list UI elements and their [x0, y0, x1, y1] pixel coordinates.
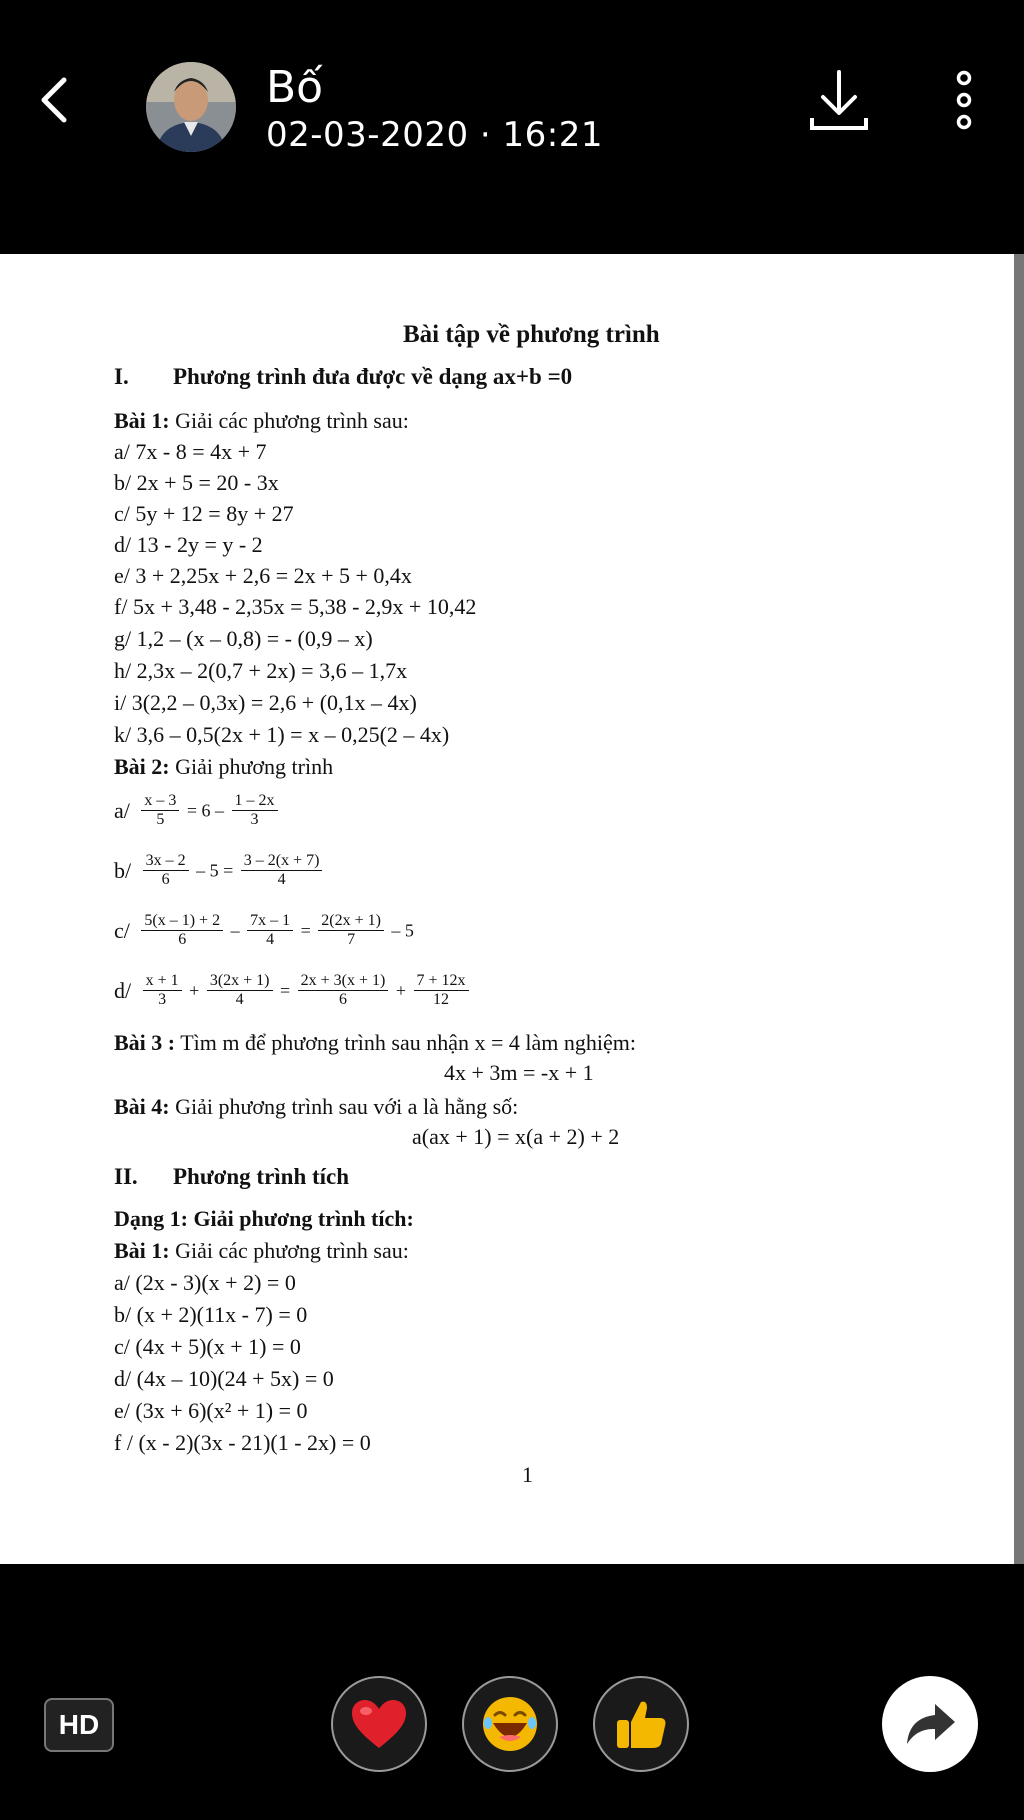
download-icon: [806, 66, 872, 136]
bai1-item: c/ 5y + 12 = 8y + 27: [114, 501, 294, 526]
more-options-button[interactable]: [948, 70, 980, 130]
bai2-text: Giải phương trình: [169, 754, 334, 779]
fraction: $\frac{5(x - 1) + 2}{6}$: [141, 912, 223, 949]
message-datetime: 02-03-2020 · 16:21: [266, 115, 603, 155]
bai1-item: b/ 2x + 5 = 20 - 3x: [114, 470, 279, 495]
p2-item: d/ (4x – 10)(24 + 5x) = 0: [114, 1366, 334, 1391]
bai3-equation: 4x + 3m = -x + 1: [444, 1060, 594, 1085]
bai3-text: Tìm m để phương trình sau nhận x = 4 làm nghiệm:: [175, 1030, 636, 1055]
fraction: $\frac{x + 1}{3}$: [143, 972, 182, 1009]
avatar-photo: [146, 62, 236, 152]
like-reaction-button[interactable]: [593, 1676, 689, 1772]
share-button[interactable]: [882, 1676, 978, 1772]
bai1-item: i/ 3(2,2 – 0,3x) = 2,6 + (0,1x – 4x): [114, 690, 417, 715]
dang1-heading: Dạng 1: Giải phương trình tích:: [114, 1206, 414, 1231]
laughing-face-icon: [479, 1693, 541, 1755]
bai2-equation-c: c/ $\frac{5(x - 1) + 2}{6}$ – $\frac{7x - 1}{4}$ = $\frac{2(2x + 1)}{7}$ – 5: [114, 912, 414, 948]
p2-item: f / (x - 2)(3x - 21)(1 - 2x) = 0: [114, 1430, 371, 1455]
fraction: $\frac{3x - 2}{6}$: [143, 852, 189, 889]
fraction: $\frac{7x - 1}{4}$: [247, 912, 293, 949]
bai1-heading: [114, 408, 409, 434]
p2-bai1-heading: [114, 1238, 409, 1264]
bai4-heading: [114, 1094, 518, 1120]
bai2-equation-a: a/ $\frac{x - 3}{5}$ = 6 – $\frac{1 - 2x}{3}$: [114, 792, 280, 829]
p2-item: a/ (2x - 3)(x + 2) = 0: [114, 1270, 296, 1295]
bai1-item: a/ 7x - 8 = 4x + 7: [114, 439, 267, 464]
fraction: $\frac{3(2x + 1)}{4}$: [207, 972, 273, 1009]
bai1-item: g/ 1,2 – (x – 0,8) = - (0,9 – x): [114, 626, 373, 651]
bai2-equation-b: b/ $\frac{3x - 2}{6}$ – 5 = $\frac{3 - 2(x + 7)}{4}$: [114, 852, 324, 889]
hd-button[interactable]: HD: [44, 1698, 114, 1752]
top-bar: [0, 0, 1024, 254]
fraction: $\frac{7 + 12x}{12}$: [414, 972, 469, 1009]
fraction: $\frac{1 - 2x}{3}$: [232, 792, 278, 829]
p2-item: c/ (4x + 5)(x + 1) = 0: [114, 1334, 301, 1359]
bai4-text: Giải phương trình sau với a là hằng số:: [169, 1094, 519, 1119]
bai4-equation: a(ax + 1) = x(a + 2) + 2: [412, 1124, 620, 1149]
section-1-title: Phương trình đưa được về dạng ax+b =0: [173, 364, 573, 389]
bai3-heading: [114, 1030, 636, 1056]
p2-item: e/ (3x + 6)(x² + 1) = 0: [114, 1398, 308, 1423]
page-number: 1: [522, 1462, 533, 1487]
bai1-item: d/ 13 - 2y = y - 2: [114, 532, 263, 557]
section-1-number: I.: [114, 364, 129, 389]
laugh-reaction-button[interactable]: [462, 1676, 558, 1772]
avatar[interactable]: [146, 62, 236, 152]
bai2-equation-d: d/ $\frac{x + 1}{3}$ + $\frac{3(2x + 1)}{4}$ = $\frac{2x + 3(x + 1)}{6}$ + $\frac{7 + 12x}{12}$: [114, 972, 471, 1009]
bai2-label: Bài 2:: [114, 754, 170, 779]
bai4-label: Bài 4:: [114, 1094, 170, 1119]
heart-reaction-button[interactable]: [331, 1676, 427, 1772]
fraction: $\frac{x - 3}{5}$: [141, 792, 179, 829]
share-arrow-icon: [903, 1702, 957, 1746]
back-button[interactable]: [30, 62, 78, 138]
bai1-item: k/ 3,6 – 0,5(2x + 1) = x – 0,25(2 – 4x): [114, 722, 450, 747]
download-button[interactable]: [806, 66, 872, 136]
more-vertical-icon: [948, 70, 980, 130]
p2-item: b/ (x + 2)(11x - 7) = 0: [114, 1302, 308, 1327]
document-title: Bài tập về phương trình: [403, 321, 660, 348]
document-image[interactable]: [0, 254, 1014, 1564]
section-2-number: II.: [114, 1164, 138, 1189]
heart-icon: [350, 1698, 408, 1750]
fraction: $\frac{2x + 3(x + 1)}{6}$: [298, 972, 389, 1009]
bai1-label: Bài 1:: [114, 408, 170, 433]
bai2-heading: [114, 754, 333, 780]
p2-bai1-label: Bài 1:: [114, 1238, 170, 1263]
document-edge: [1014, 254, 1024, 1564]
bai1-item: h/ 2,3x – 2(0,7 + 2x) = 3,6 – 1,7x: [114, 658, 408, 683]
bai1-text: Giải các phương trình sau:: [169, 408, 409, 433]
p2-bai1-text: Giải các phương trình sau:: [169, 1238, 409, 1263]
section-2-title: Phương trình tích: [173, 1164, 350, 1189]
bai1-item: e/ 3 + 2,25x + 2,6 = 2x + 5 + 0,4x: [114, 563, 412, 588]
bai3-label: Bài 3 :: [114, 1030, 176, 1055]
fraction: $\frac{2(2x + 1)}{7}$: [318, 912, 384, 949]
bai1-item: f/ 5x + 3,48 - 2,35x = 5,38 - 2,9x + 10,42: [114, 594, 477, 619]
thumbs-up-icon: [613, 1696, 669, 1752]
fraction: $\frac{3 - 2(x + 7)}{4}$: [241, 852, 323, 889]
chevron-left-icon: [30, 62, 78, 138]
sender-name: Bố: [266, 62, 324, 113]
